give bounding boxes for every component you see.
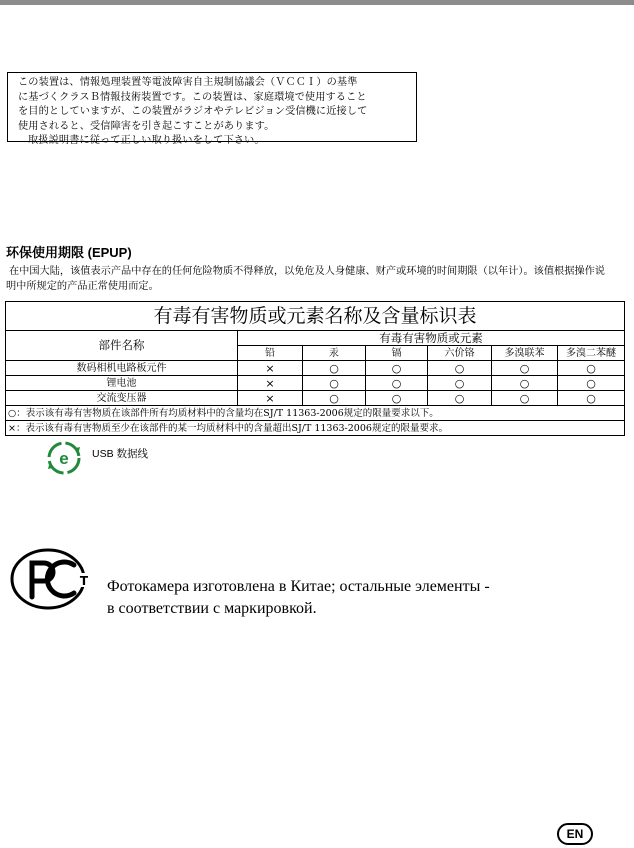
content-mark: ×: [238, 376, 303, 391]
content-mark: ○: [303, 361, 366, 376]
content-mark: ×: [238, 361, 303, 376]
vcci-notice: [7, 72, 417, 147]
table-caption: 有毒有害物质或元素名称及含量标识表: [6, 302, 625, 331]
language-badge: EN: [557, 823, 593, 845]
content-mark: ○: [366, 361, 428, 376]
content-mark: ○: [492, 361, 558, 376]
part-name: 锂电池: [6, 376, 238, 391]
content-mark: ○: [558, 361, 625, 376]
substance-header: 多溴联苯: [492, 346, 558, 361]
epup-text-line: 明中所规定的产品正常使用而定。: [6, 281, 159, 292]
part-name: 数码相机电路板元件: [6, 361, 238, 376]
substance-header: 六价铬: [428, 346, 492, 361]
substance-header: 汞: [303, 346, 366, 361]
content-mark: ○: [558, 391, 625, 406]
content-mark: ○: [428, 376, 492, 391]
substance-header: 镉: [366, 346, 428, 361]
table-row: [6, 391, 625, 406]
content-mark: ○: [492, 391, 558, 406]
epup-title: 环保使用期限 (EPUP): [6, 245, 132, 260]
content-mark: ○: [558, 376, 625, 391]
content-mark: ○: [366, 376, 428, 391]
vcci-line: を目的としていますが、この装置がラジオやテレビジョン受信機に近接して: [18, 106, 368, 118]
russian-text-line: Фотокамера изготовлена в Китае; остальные элементы -: [107, 578, 490, 595]
vcci-line: 使用されると、受信障害を引き起こすことがあります。: [18, 120, 275, 132]
environment-protection-use-period-icon: [46, 440, 82, 476]
top-rule: [0, 0, 634, 5]
russian-text-line: в соответствии с маркировкой.: [107, 600, 317, 617]
russian-manufacture-note: [107, 576, 607, 620]
content-mark: ○: [428, 361, 492, 376]
content-mark: ×: [238, 391, 303, 406]
table-note: ○：表示该有毒有害物质在该部件所有均质材料中的含量均在SJ/T 11363-2006规定的限量要求以下。: [6, 406, 625, 421]
vcci-line: に基づくクラスＢ情報技術装置です。この装置は、家庭環境で使用すること: [18, 91, 367, 103]
hazardous-substance-table: [5, 301, 625, 436]
content-mark: ○: [303, 391, 366, 406]
content-mark: ○: [492, 376, 558, 391]
usb-cable-label: USB 数据线: [92, 448, 149, 460]
substance-group-header: 有毒有害物质或元素: [238, 331, 625, 346]
epup-text-line: 在中国大陆，该值表示产品中存在的任何危险物质不得释放，以免危及人身健康、财产或环境的时间期限（以年计）。该值根据操作说: [9, 266, 605, 277]
part-name-header: 部件名称: [6, 331, 238, 361]
table-note: ×：表示该有毒有害物质至少在该部件的某一均质材料中的含量超出SJ/T 11363-2006规定的限量要求。: [6, 421, 625, 436]
vcci-line: この装置は、情報処理装置等電波障害自主規制協議会（ＶＣＣＩ）の基準: [18, 77, 358, 88]
content-mark: ○: [428, 391, 492, 406]
pct-certification-logo: [8, 545, 96, 613]
recycle-mark-letter: e: [59, 449, 69, 468]
substance-header: 多溴二苯醚: [558, 346, 625, 361]
epup-section: [0, 232, 632, 490]
part-name: 交流变压器: [6, 391, 238, 406]
epup-description: [6, 264, 626, 294]
substance-header: 铅: [238, 346, 303, 361]
content-mark: ○: [303, 376, 366, 391]
vcci-line: 取扱説明書に従って正しい取り扱いをして下さい。: [28, 135, 265, 147]
pct-logo-letter: Т: [79, 574, 89, 588]
table-row: [6, 376, 625, 391]
table-row: [6, 361, 625, 376]
content-mark: ○: [366, 391, 428, 406]
